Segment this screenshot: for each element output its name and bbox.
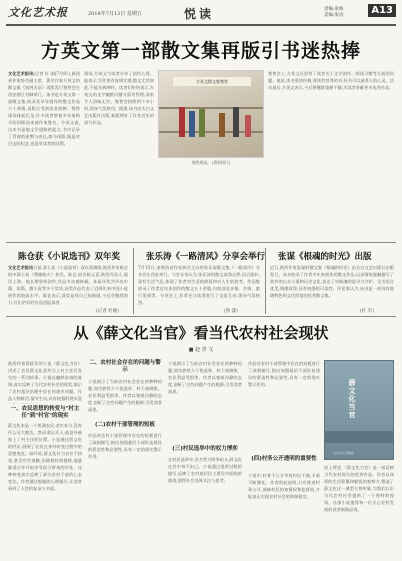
feature-column-4-text: 作品对农村干部管理中存在的短板进行了深刻描写,指出加强基层干部队伍建设的紧迫性和必要性,具有一定的现实警示作用。 <box>248 361 320 387</box>
feature-section-4-text: 在村民选举中,各方势力明争暗斗,薛文化在其中身不由己。小说通过选举过程的描写,反映了农村基层民主建设中面临的挑战,值得社会各界关注与思考。 <box>168 457 242 483</box>
brief-1-byline: 文化艺术报讯 <box>8 265 34 270</box>
lead-column-1 <box>8 70 80 240</box>
feature-section-3-body <box>88 432 162 556</box>
masthead <box>6 4 396 26</box>
lead-headline: 方英文第一部散文集再版引书迷热捧 <box>40 40 361 62</box>
brief-1-text: 日前,第七届《小说选刊》双年奖揭晓,陕西作家陈仓的中篇小说《摩擦取火》获奖。陈仓,原名陈元喜,陕西丹凤人,现居上海。他长期坚持创作,作品多次被转载。本届评奖共评出中篇、短篇、微小说等多个奖项,获奖作品代表了近两年来中国小说创作的较高水平。陈仓表示,获奖是对自己的鼓励,今后会继续努力,写出更好的作品回报读者。 <box>8 265 128 305</box>
feature-column-3 <box>168 360 242 440</box>
book-cover-title: 薛文化当官 <box>348 379 357 419</box>
book-cover-publisher: 太白文艺出版社 <box>333 451 355 455</box>
feature-section-1-title: 一、农民思想的转变与"村主任"到"村官"的现实 <box>10 406 80 419</box>
feature-tail-text: 综上所述,《薛文化当官》是一部反映当代农村现实的优秀作品。作者以深厚的生活积累和敏锐的观察力,塑造了薛文化这一典型人物形象,为我们认识当代农村社会提供了一个独特的视角。这部小说值得每一位关心农村发展的读者细细品读。 <box>324 465 394 512</box>
column-divider <box>265 248 266 314</box>
brief-3-body <box>270 264 394 314</box>
feature-author: ■ 赵 青 文 <box>188 347 214 353</box>
brief-3-title: 张谋《根魂的时光》出版 <box>278 252 372 262</box>
lead-byline: 文化艺术报讯 <box>8 71 34 76</box>
brief-2-body <box>138 264 260 314</box>
lead-photo <box>158 70 264 158</box>
brief-2-title: 张乐涛《一路清风》分享会举行 <box>146 252 266 262</box>
lead-text-3: 签售会上,方英文还回答了读者关于文学创作、阅读习惯等方面的问题。他说,读书要读经典,要读有营养的书,好书可以滋养人的心灵。活动最后,方英文表示,今后将继续笔耕不辍,为读者奉献更多优秀作品。 <box>268 71 394 90</box>
brief-1-title: 陈仓获《小说选刊》双年奖 <box>18 252 121 262</box>
feature-section-3-title: (二)农村干部管理的短板 <box>94 422 156 428</box>
column-divider <box>133 248 134 314</box>
lead-column-2 <box>84 70 154 240</box>
brief-3-text: 近日,陕西作家张谋的散文集《根魂的时光》由太白文艺出版社出版发行。该书收录了作者多年来创作的散文作品,以深情的笔触描写了故乡的山水人情和历史文化,表达了对根魂的追寻与守护。全书语言优美,情感真挚,具有较强的可读性。评论家认为,该书是一部具有地域特色和文化厚度的优秀散文集。 <box>270 265 394 298</box>
brief-1-source: (记者 杜刚) <box>96 309 119 314</box>
feature-section-1-body <box>8 422 82 556</box>
issue-date: 2018年7月13日 星期五 <box>88 11 142 17</box>
divider <box>6 242 396 243</box>
feature-section-4-body <box>168 456 242 556</box>
lead-text-1: (记者 杜 刚)7月8日,陕西省作家协会副主席、著名作家方英文的散文集《短剑无语》再版发行签售会在西安曲江书城举行。该书是方英文第一部散文集,收录其早年创作的散文作品六十余篇,再版后受到读者热捧。签售现场排起长龙,许多读者带着多年前购买的旧版前来请作家签名。方英文说,这本书是他文学道路的起点,书中记录了青春的迷惘与成长,如今再版,既是对过去的纪念,也是对读者的回馈。 <box>8 71 80 146</box>
brief-2-text: 7月15日,由陕西省作家协会主办的张乐涛散文集《一路清风》分享会在西安举行。与会专家认为,张乐涛的散文真挚自然,语言质朴,富有生活气息,体现了作者对生活的热爱和对人生的思考。作品集收录了作者近年来创作的散文五十余篇,内容涉及亲情、乡情、旅行见闻等。分享会上,作者还与读者进行了交流互动,现场气氛热烈。 <box>138 265 260 305</box>
divider <box>6 316 396 317</box>
brief-1-body <box>8 264 128 314</box>
lead-column-3 <box>268 70 394 240</box>
feature-section-1-text: 薛文化本是一个普通农民,老实本分,没有什么远大抱负。然而命运弄人,他意外被推上了村主任的位置。小说通过薛文化的经历,展现了农民在身份转变过程中的思想变化。刚开始,薛文化对当官并不热衷,甚至有些抵触,但随着时间推移,他逐渐适应并开始享受权力带来的好处。这种转变真实反映了部分农村干部的心态变化。作者通过细腻的心理描写,让读者看到了人性的复杂与多面。 <box>8 423 82 491</box>
photo-caption: 签售现场。 (资料图片) <box>191 160 231 165</box>
paper-name: 文化艺术报 <box>8 6 68 19</box>
feature-tail <box>324 464 394 556</box>
editors: 责编:张杨 美编:张涛 <box>324 7 344 18</box>
feature-column-4 <box>248 360 320 420</box>
feature-section-4-title: (三)村民选举中的权力博弈 <box>172 446 238 452</box>
section-title: 悦读 <box>184 7 215 21</box>
feature-section-2-body <box>88 378 162 418</box>
feature-section-2-text: 小说揭示了当前农村社会存在的种种问题,如宗族势力干扰选举、村干部腐败、农民利益受损等。作者以客观冷静的态度,剖析了这些问题产生的根源,引发读者深思。 <box>88 379 162 412</box>
feature-section-5-body <box>248 472 320 556</box>
lead-text-2: 现场,方英文与读者分享了创作心得。他表示,写作要有真情实感,散文尤其如此,不能无病呻吟。读者们纷纷表示,方英文的文字幽默风趣又富有哲理,读来令人回味无穷。签售会持续两个多小时,现场气氛热烈。据悉,该书由太白文艺出版社出版,新版增补了作者近年的部分作品。 <box>84 71 154 125</box>
feature-section-2-title: 二、农村社会存在的问题与警示 <box>89 360 161 373</box>
feature-section-5-title: (四)村务公开透明的重要性 <box>251 456 317 462</box>
feature-intro-text: 陕西作家常政军的小说《薛文化当官》讲述了农民薛文化意外当上村主任后发生的一系列故事。小说以幽默诙谐的笔调,真实反映了当代农村社会的现状,揭示了农村基层治理中存在的诸多问题。作品人物鲜活,情节生动,具有较强的现实意 <box>8 361 82 401</box>
feature-intro <box>8 360 82 404</box>
feature-headline: 从《薛文化当官》看当代农村社会现状 <box>73 324 329 342</box>
feature-section-3-text: 作品对农村干部管理中存在的短板进行了深刻描写,指出加强基层干部队伍建设的紧迫性和必要性,具有一定的现实警示作用。 <box>88 433 162 459</box>
photo-sign-text: 方英文散文集签售 <box>173 77 251 86</box>
feature-column-3-text: 小说揭示了当前农村社会存在的种种问题,如宗族势力干扰选举、村干部腐败、农民利益受损等。作者以客观冷静的态度,剖析了这些问题产生的根源,引发读者深思。 <box>168 361 242 394</box>
brief-2-source: (鲁 潇) <box>224 309 238 314</box>
feature-section-5-text: 小说中,村务不公开导致村民不满,矛盾不断激化。作者借此说明,只有推进村务公开,保障村民的知情权和监督权,才能真正实现农村社会的和谐稳定。 <box>248 473 320 499</box>
brief-3-source: (杜 军) <box>360 309 374 314</box>
page-number: A13 <box>368 4 396 17</box>
book-cover-image <box>324 360 394 460</box>
